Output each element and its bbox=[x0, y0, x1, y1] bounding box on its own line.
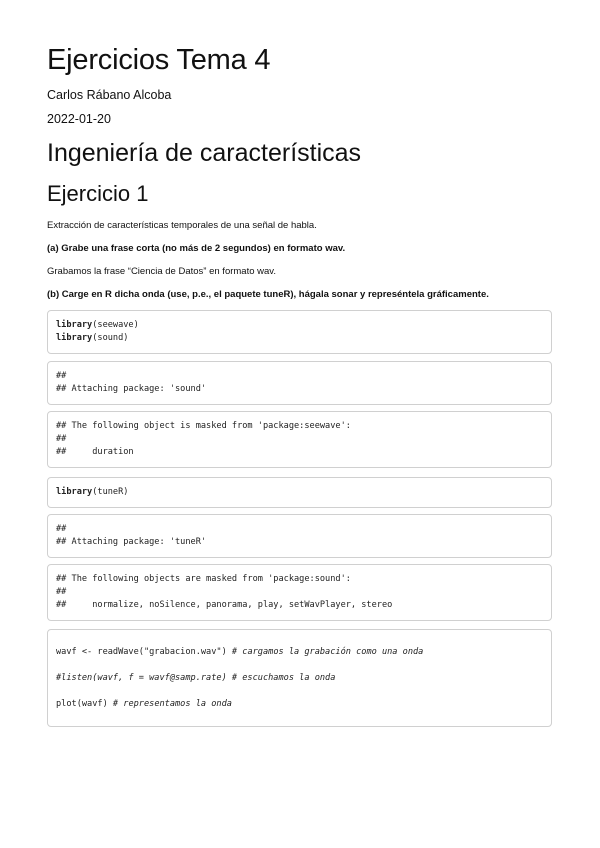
output-block-sound bbox=[47, 361, 552, 405]
code-content bbox=[56, 319, 543, 345]
intro-paragraph: Extracción de características temporales de una señal de habla. bbox=[47, 220, 317, 231]
output-line: ## Attaching package: 'sound' bbox=[56, 384, 207, 394]
code-text: (seewave) bbox=[92, 320, 139, 330]
subsection-heading: Ejercicio 1 bbox=[47, 181, 149, 206]
output-line: ## The following object is masked from 'package:seewave': bbox=[56, 421, 351, 431]
code-block-libraries bbox=[47, 310, 552, 354]
output-content bbox=[56, 573, 543, 612]
code-content bbox=[56, 486, 543, 499]
output-line: ## normalize, noSilence, panorama, play, setWavPlayer, stereo bbox=[56, 600, 393, 610]
code-keyword: library bbox=[56, 333, 93, 343]
output-line: ## duration bbox=[56, 447, 134, 457]
code-text: wavf <- readWave("grabacion.wav") bbox=[56, 647, 232, 657]
code-block-readwave bbox=[47, 629, 552, 727]
output-content bbox=[56, 370, 543, 396]
question-b: (b) Carge en R dicha onda (use, p.e., el paquete tuneR), hágala sonar y represéntela gráficamente. bbox=[47, 289, 489, 300]
output-line: ## The following objects are masked from 'package:sound': bbox=[56, 574, 351, 584]
output-line: ## Attaching package: 'tuneR' bbox=[56, 537, 207, 547]
output-content bbox=[56, 523, 543, 549]
output-line: ## bbox=[56, 434, 67, 444]
code-text: (tuneR) bbox=[92, 487, 129, 497]
code-comment: # representamos la onda bbox=[112, 699, 232, 709]
output-content bbox=[56, 420, 543, 459]
document-date: 2022-01-20 bbox=[47, 112, 111, 126]
code-comment: #listen(wavf, f = wavf@samp.rate) # escuchamos la onda bbox=[56, 673, 336, 683]
output-line: ## bbox=[56, 371, 67, 381]
document-title: Ejercicios Tema 4 bbox=[47, 44, 271, 76]
code-comment: # cargamos la grabación como una onda bbox=[231, 647, 424, 657]
output-block-masked-seewave bbox=[47, 411, 552, 468]
code-keyword: library bbox=[56, 320, 93, 330]
code-block-tuner bbox=[47, 477, 552, 508]
output-line: ## bbox=[56, 524, 67, 534]
answer-a: Grabamos la frase “Ciencia de Datos” en formato wav. bbox=[47, 266, 276, 277]
section-heading: Ingeniería de características bbox=[47, 139, 362, 167]
output-block-tuner bbox=[47, 514, 552, 558]
output-line: ## bbox=[56, 587, 67, 597]
document-author: Carlos Rábano Alcoba bbox=[47, 88, 172, 102]
code-keyword: library bbox=[56, 487, 93, 497]
code-text: (sound) bbox=[92, 333, 129, 343]
code-content bbox=[56, 639, 543, 717]
code-text: plot(wavf) bbox=[56, 699, 113, 709]
output-block-masked-sound bbox=[47, 564, 552, 621]
question-a: (a) Grabe una frase corta (no más de 2 segundos) en formato wav. bbox=[47, 243, 346, 254]
